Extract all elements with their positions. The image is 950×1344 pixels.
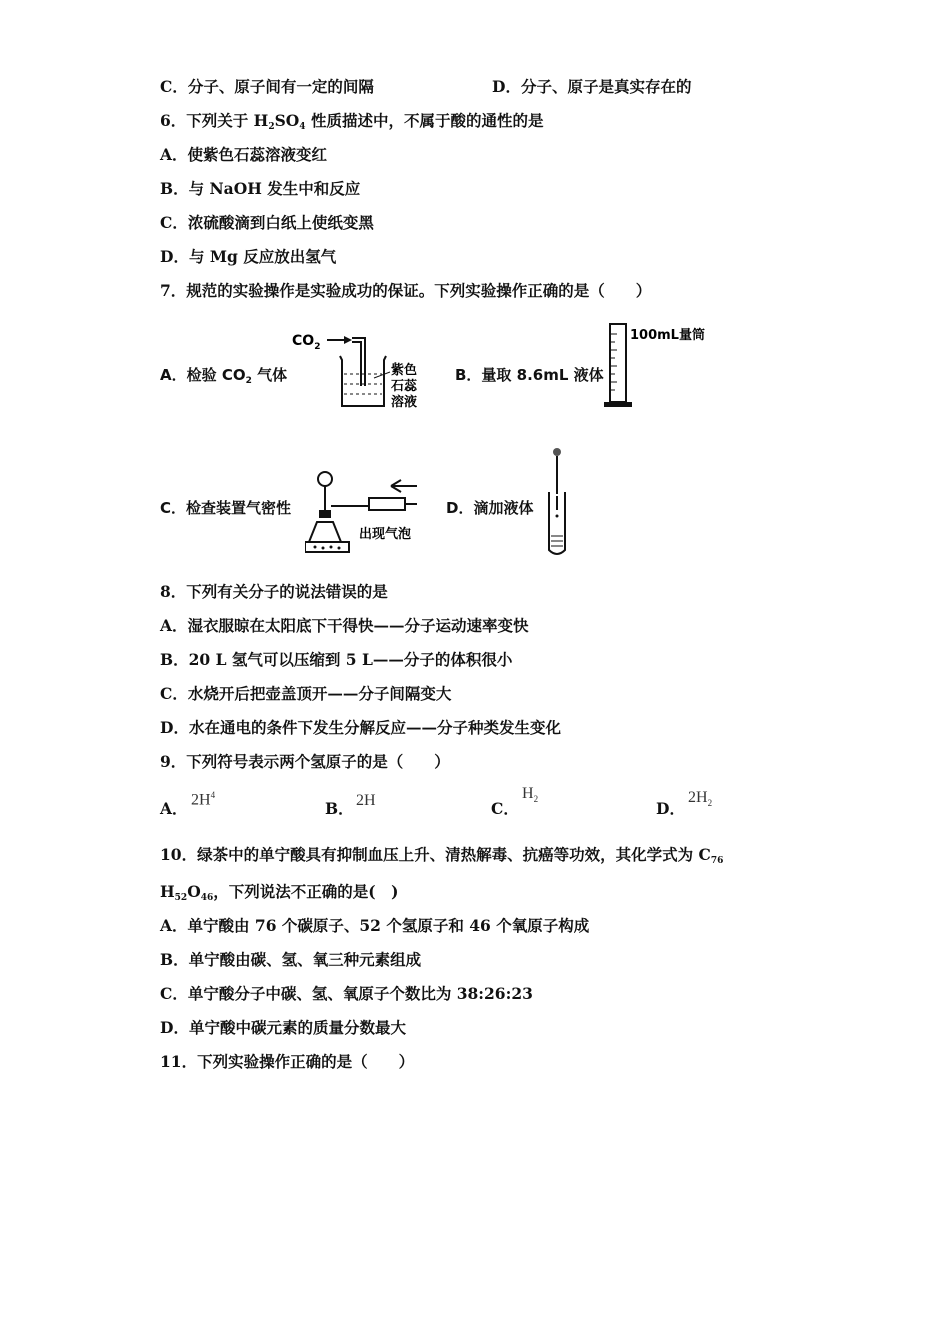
push-arrow-icon xyxy=(391,480,417,492)
q8-option-a: A．湿衣服晾在太阳底下干得快——分子运动速率变快 xyxy=(160,616,529,635)
funnel-top xyxy=(318,472,332,486)
water-trough xyxy=(305,542,349,552)
svg-text:石蕊: 石蕊 xyxy=(391,379,418,394)
flask xyxy=(309,522,341,542)
q6-option-d: D．与 Mg 反应放出氢气 xyxy=(160,247,337,266)
q9-option-b-formula: 2H xyxy=(356,792,376,809)
svg-text:100mL量筒: 100mL量筒 xyxy=(630,328,705,343)
q6-option-b: B．与 NaOH 发生中和反应 xyxy=(160,179,361,198)
arrow-head-icon xyxy=(344,336,352,344)
bubble-icons xyxy=(314,546,341,550)
q9-stem: 9．下列符号表示两个氢原子的是（ ） xyxy=(160,752,450,771)
q10-stem-line2: $H_{52}O_{46}$，下列说法不正确的是( ) xyxy=(160,882,399,903)
q9-option-b-label: B． xyxy=(325,799,354,818)
q6-stem: 6．下列关于 $H_2SO_4$ 性质描述中，不属于酸的通性的是 xyxy=(160,111,544,132)
q9-option-d-formula: $2H_2$ xyxy=(688,789,713,809)
q9-option-d-label: D． xyxy=(656,799,685,818)
q5-option-d: D．分子、原子是真实存在的 xyxy=(492,77,692,96)
q8-option-d: D．水在通电的条件下发生分解反应——分子种类发生变化 xyxy=(160,718,561,737)
q9-option-c-formula: $H_2$ xyxy=(522,785,539,805)
q10-option-a: A．单宁酸由 76 个碳原子、52 个氢原子和 46 个氧原子构成 xyxy=(160,916,590,935)
q7-option-c: C．检查装置气密性 xyxy=(160,499,292,517)
q8-option-c: C．水烧开后把壶盖顶开——分子间隔变大 xyxy=(160,684,452,703)
svg-text:紫色: 紫色 xyxy=(391,363,418,378)
q7-stem: 7．规范的实验操作是实验成功的保证。下列实验操作正确的是（ ） xyxy=(160,281,652,300)
beaker xyxy=(340,356,386,406)
q9-option-c-label: C． xyxy=(491,799,519,818)
q10-option-d: D．单宁酸中碳元素的质量分数最大 xyxy=(160,1018,406,1037)
co2-beaker-figure xyxy=(290,328,430,410)
q7-option-b: B．量取 8.6mL 液体 xyxy=(455,366,604,384)
syringe xyxy=(369,498,405,510)
svg-text:CO2: $CO_2$ xyxy=(292,333,321,352)
q9-option-a-formula: $2H^4$ xyxy=(191,790,216,809)
cylinder-scale xyxy=(610,334,617,390)
q10-option-b: B．单宁酸由碳、氢、氧三种元素组成 xyxy=(160,950,422,969)
q8-stem: 8．下列有关分子的说法错误的是 xyxy=(160,582,388,601)
svg-text:出现气泡: 出现气泡 xyxy=(359,527,412,542)
q10-option-c: C．单宁酸分子中碳、氢、氧原子个数比为 38:26:23 xyxy=(160,984,533,1003)
cylinder-base xyxy=(604,402,632,407)
q6-option-c: C．浓硫酸滴到白纸上使纸变黑 xyxy=(160,213,374,232)
q6-option-a: A．使紫色石蕊溶液变红 xyxy=(160,145,328,164)
dropper-figure xyxy=(540,446,574,558)
dropper-bulb xyxy=(553,448,561,456)
airtightness-figure xyxy=(305,470,425,556)
q8-option-b: B．20 L 氢气可以压缩到 5 L——分子的体积很小 xyxy=(160,650,513,669)
q11-stem: 11．下列实验操作正确的是（ ） xyxy=(160,1052,415,1071)
stopper xyxy=(319,510,331,518)
graduated-cylinder-figure xyxy=(600,318,720,410)
q9-option-a-label: A． xyxy=(160,799,188,818)
gas-tube xyxy=(352,338,365,386)
svg-text:溶液: 溶液 xyxy=(391,395,418,410)
q5-option-c: C．分子、原子间有一定的间隔 xyxy=(160,77,374,96)
q10-stem-line1: 10．绿茶中的单宁酸具有抑制血压上升、清热解毒、抗癌等功效，其化学式为 $C_{76}$ xyxy=(160,845,724,866)
q7-option-a: A．检验 $CO_2$ 气体 xyxy=(160,366,288,386)
q7-option-d: D．滴加液体 xyxy=(446,499,534,517)
